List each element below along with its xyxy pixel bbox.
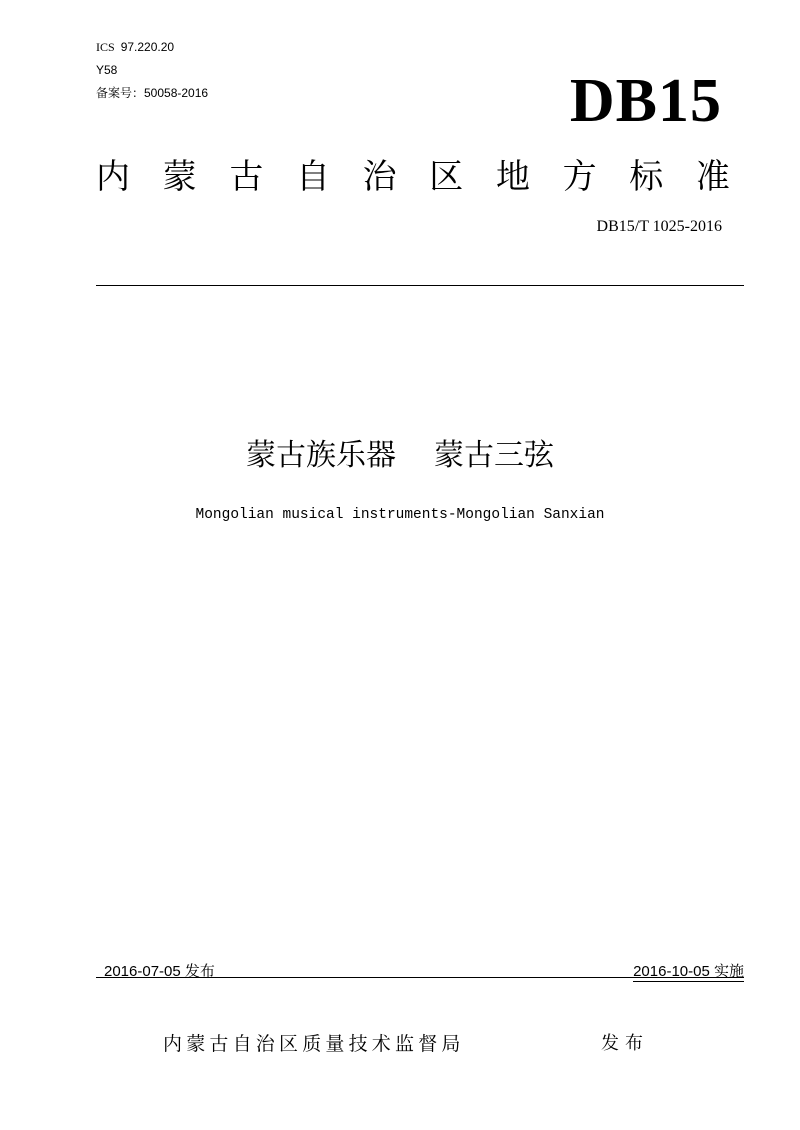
title-chinese-part2: 蒙古三弦	[434, 439, 554, 472]
issuing-authority: 内蒙古自治区质量技术监督局	[163, 1034, 465, 1055]
db-logo: DB15	[569, 67, 722, 135]
standard-type-char: 自	[295, 158, 330, 196]
filing-number: 备案号：50058-2016	[96, 86, 209, 100]
ics-line	[96, 40, 174, 55]
standard-type-char: 治	[362, 158, 397, 196]
implement-date: 2016-10-05 实施	[633, 960, 744, 982]
standard-type-char: 内	[96, 158, 130, 196]
standard-number: DB15/T 1025-2016	[596, 218, 722, 235]
ics-label: ICS	[96, 40, 115, 54]
standard-type-char: 蒙	[162, 158, 197, 196]
title-chinese-part1: 蒙古族乐器	[246, 439, 396, 472]
standard-type-char: 地	[495, 158, 530, 196]
bottom-divider	[96, 977, 744, 978]
issue-label: 发布	[601, 1033, 649, 1053]
standard-type-char: 方	[562, 158, 597, 196]
title-english: Mongolian musical instruments-Mongolian Sanxian	[195, 507, 605, 523]
standard-type-char: 古	[229, 158, 264, 196]
standard-type-char: 区	[429, 158, 464, 196]
title-chinese	[0, 436, 800, 476]
publish-date: 2016-07-05 发布	[104, 963, 215, 980]
classification-code: Y58	[96, 63, 118, 77]
top-divider	[96, 285, 744, 286]
standard-type-char: 准	[695, 158, 730, 196]
ics-code: 97.220.20	[120, 40, 175, 54]
standard-type-heading	[96, 156, 730, 198]
standard-type-char: 标	[629, 158, 664, 196]
